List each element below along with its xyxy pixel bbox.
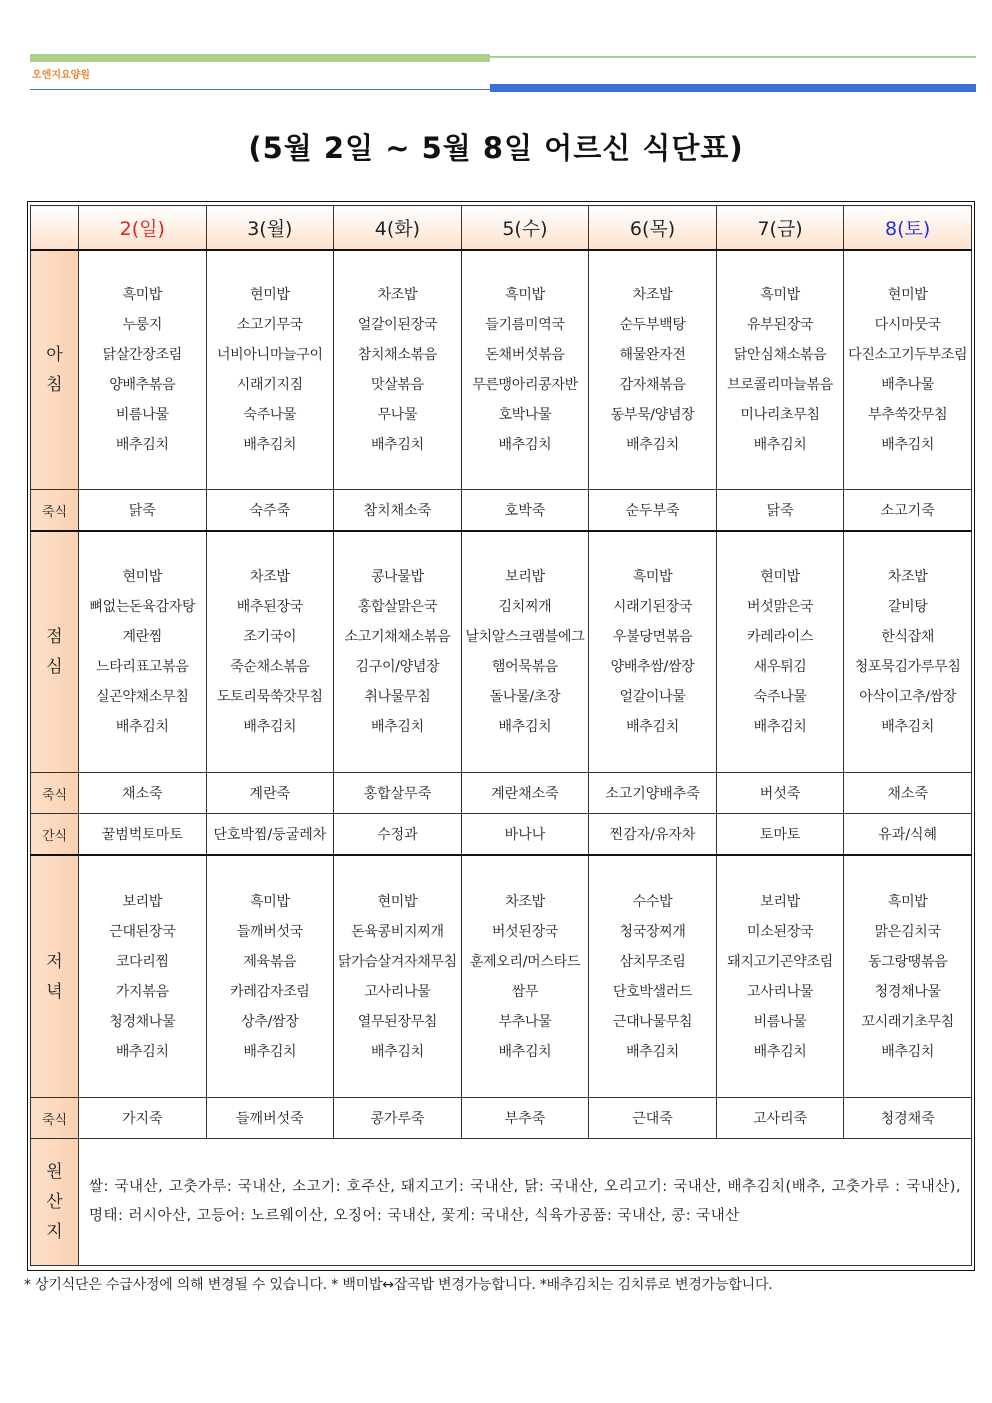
lunch-cell	[334, 531, 462, 773]
menu-item: 시래기지짐	[236, 377, 303, 393]
lunch-label-char: 점	[46, 627, 63, 647]
menu-item: 배추김치	[115, 1043, 169, 1060]
menu-item: 시래기된장국	[612, 599, 693, 615]
menu-item: 현미밥	[122, 569, 163, 585]
menu-item: 쌈무	[511, 983, 539, 1000]
dinner-cell	[334, 855, 462, 1098]
menu-item: 소고기채채소볶음	[344, 629, 451, 645]
menu-item: 닭가슴살겨자채무침	[337, 953, 457, 970]
menu-item: 양배추쌈/쌈장	[610, 659, 695, 675]
lunch_porridge-row	[31, 773, 972, 814]
menu-item: 얼갈이나물	[619, 689, 686, 705]
menu-item: 가지볶음	[115, 983, 169, 1000]
lunch_porridge-item: 계란죽	[206, 773, 334, 814]
breakfast-label-char: 아	[46, 345, 63, 365]
menu-item: 느타리표고볶음	[95, 659, 189, 675]
lunch-label-char: 심	[46, 657, 63, 677]
menu-item: 배추김치	[370, 719, 424, 735]
origin-row	[31, 1139, 972, 1266]
menu-item: 현미밥	[250, 287, 290, 303]
snack-item: 바나나	[461, 814, 589, 856]
menu-item: 얼갈이된장국	[357, 317, 438, 333]
menu-item: 배추김치	[243, 719, 297, 735]
menu-item: 배추김치	[626, 719, 679, 735]
porridge-label: 죽식	[31, 773, 79, 814]
breakfast-cell	[589, 250, 717, 490]
menu-item: 흑미밥	[250, 893, 290, 910]
menu-item: 맛살볶음	[370, 377, 424, 393]
menu-item: 근대나물무침	[612, 1013, 693, 1030]
menu-item: 배추김치	[753, 719, 807, 735]
breakfast_porridge-item: 닭죽	[716, 490, 844, 532]
header-green-line	[490, 56, 976, 58]
menu-item: 현미밥	[887, 287, 928, 303]
menu-item: 배추김치	[753, 1043, 807, 1060]
menu-item: 유부된장국	[747, 317, 814, 333]
footnote: * 상기식단은 수급사정에 의해 변경될 수 있습니다. * 백미밥↔잡곡밥 변경가능합니다. *배추김치는 김치류로 변경가능합니다.	[24, 1277, 773, 1293]
menu-item: 동부묵/양념장	[610, 407, 695, 423]
snack-item: 토마토	[716, 814, 844, 856]
menu-item: 보리밥	[122, 893, 163, 910]
menu-item: 제육볶음	[243, 953, 297, 970]
breakfast-cell	[844, 250, 972, 490]
menu-item: 배추김치	[753, 437, 807, 453]
menu-item: 참치채소볶음	[357, 347, 438, 363]
menu-item: 흑미밥	[760, 287, 800, 303]
menu-item: 보리밥	[760, 893, 800, 910]
menu-item: 고사리나물	[364, 983, 431, 1000]
breakfast-cell	[716, 250, 844, 490]
menu-item: 흑미밥	[505, 287, 545, 303]
lunch_porridge-item: 홍합살무죽	[334, 773, 462, 814]
menu-item: 돌나물/초장	[489, 689, 561, 705]
day-header: 4(화)	[334, 206, 462, 251]
snack-row	[31, 814, 972, 856]
menu-item: 미소된장국	[747, 923, 814, 940]
menu-item: 한식잡채	[881, 629, 935, 645]
lunch-cell	[844, 531, 972, 773]
menu-item: 현미밥	[760, 569, 800, 585]
dinner-cell	[716, 855, 844, 1098]
menu-item: 고사리나물	[747, 983, 814, 1000]
lunch-cell	[79, 531, 207, 773]
menu-item: 현미밥	[377, 893, 418, 910]
menu-item: 청경채나물	[109, 1013, 176, 1030]
menu-item: 숙주나물	[243, 407, 297, 423]
menu-item: 맑은김치국	[874, 923, 941, 940]
menu-item: 배추김치	[370, 1043, 424, 1060]
header-green-bar	[30, 54, 490, 62]
menu-item: 김구이/양념장	[355, 659, 440, 675]
menu-item: 비름나물	[753, 1013, 807, 1030]
dinner_porridge-item: 가지죽	[79, 1098, 207, 1139]
menu-item: 동그랑땡볶음	[868, 953, 948, 970]
menu-item: 청국장찌개	[619, 923, 686, 940]
dinner_porridge-item: 근대죽	[589, 1098, 717, 1139]
menu-item: 양배추볶음	[109, 377, 176, 393]
menu-item: 취나물무침	[364, 689, 431, 705]
menu-item: 배추김치	[881, 1043, 935, 1060]
lunch_porridge-item: 소고기양배추죽	[589, 773, 717, 814]
menu-item: 배추김치	[881, 719, 935, 735]
snack-item: 단호박찜/둥굴레차	[206, 814, 334, 856]
breakfast_porridge-item: 호박죽	[461, 490, 589, 532]
breakfast-label-char: 침	[46, 375, 63, 395]
menu-item: 배추김치	[243, 437, 297, 453]
breakfast_porridge-item: 소고기죽	[844, 490, 972, 532]
dinner-cell	[206, 855, 334, 1098]
menu-item: 카레라이스	[747, 629, 814, 645]
breakfast-cell	[334, 250, 462, 490]
lunch_porridge-item: 채소죽	[79, 773, 207, 814]
menu-item: 배추김치	[626, 437, 679, 453]
dinner_porridge-item: 청경채죽	[844, 1098, 972, 1139]
breakfast-cell	[206, 250, 334, 490]
snack-item: 꿀범벅토마토	[79, 814, 207, 856]
menu-item: 날치알스크램블에그	[465, 629, 585, 645]
breakfast-cell	[461, 250, 589, 490]
menu-item: 차조밥	[505, 893, 545, 910]
menu-item: 다시마뭇국	[874, 317, 941, 333]
menu-item: 차조밥	[377, 287, 418, 303]
dinner_porridge-row	[31, 1098, 972, 1139]
dinner-cell	[589, 855, 717, 1098]
menu-item: 수수밥	[632, 893, 673, 910]
menu-item: 부추쑥갓무침	[868, 407, 948, 423]
menu-item: 햄어묵볶음	[491, 659, 559, 675]
day-header: 7(금)	[716, 206, 844, 251]
lunch_porridge-item: 계란채소죽	[461, 773, 589, 814]
lunch-row	[31, 531, 972, 773]
day-header: 6(목)	[589, 206, 717, 251]
origin-label-char: 원	[46, 1162, 63, 1182]
menu-item: 차조밥	[887, 569, 928, 585]
snack-item: 유과/식혜	[844, 814, 972, 856]
dinner-label-char: 녁	[46, 981, 63, 1002]
lunch-cell	[206, 531, 334, 773]
snack-label: 간식	[31, 814, 79, 856]
breakfast-label	[31, 250, 79, 490]
menu-item: 갈비탕	[887, 599, 928, 615]
breakfast_porridge-item: 숙주죽	[206, 490, 334, 532]
menu-item: 브로콜리마늘볶음	[727, 377, 833, 393]
menu-item: 배추김치	[498, 1043, 552, 1060]
menu-item: 계란찜	[122, 629, 163, 645]
menu-item: 배추김치	[498, 719, 552, 735]
menu-item: 코다리찜	[115, 953, 169, 970]
menu-item: 콩나물밥	[370, 569, 424, 585]
menu-item: 버섯맑은국	[747, 599, 814, 615]
dinner_porridge-item: 고사리죽	[716, 1098, 844, 1139]
breakfast-cell	[79, 250, 207, 490]
menu-item: 배추김치	[881, 437, 935, 453]
dinner_porridge-item: 콩가루죽	[334, 1098, 462, 1139]
menu-item: 순두부백탕	[619, 317, 686, 333]
breakfast_porridge-row	[31, 490, 972, 532]
origin-text: 쌀: 국내산, 고춧가루: 국내산, 소고기: 호주산, 돼지고기: 국내산, 닭: 국내산, 오리고기: 국내산, 배추김치(배추, 고춧가루 : 국내산), 명태: 러시아산, 고등어: 노르웨이산, 오징어: 국내산, 꽃게: 국내산, 식육가공품: 국내산, 콩: 국내산	[79, 1139, 972, 1266]
menu-item: 미나리초무침	[740, 407, 820, 423]
menu-item: 배추김치	[370, 437, 424, 453]
menu-item: 감자채볶음	[619, 377, 686, 393]
menu-item: 우불당면볶음	[612, 629, 693, 645]
menu-item: 흑미밥	[887, 893, 928, 910]
day-header: 5(수)	[461, 206, 589, 251]
menu-item: 돈육콩비지찌개	[351, 923, 444, 940]
menu-item: 배추된장국	[236, 599, 303, 615]
menu-item: 배추김치	[115, 437, 169, 453]
lunch-cell	[716, 531, 844, 773]
menu-item: 비름나물	[115, 407, 169, 423]
menu-item: 청포묵김가루무침	[854, 659, 961, 675]
menu-item: 버섯된장국	[491, 923, 559, 940]
dinner-cell	[844, 855, 972, 1098]
day-header-row	[31, 206, 972, 251]
menu-item: 너비아니마늘구이	[216, 347, 323, 363]
lunch_porridge-item: 버섯죽	[716, 773, 844, 814]
menu-item: 김치찌개	[498, 599, 552, 615]
dinner-label-char: 저	[46, 951, 63, 972]
menu-item: 상추/쌈장	[241, 1013, 299, 1030]
menu-item: 훈제오리/머스타드	[469, 953, 581, 970]
dinner-cell	[79, 855, 207, 1098]
header-blue-bar	[490, 84, 976, 92]
menu-item: 들깨버섯국	[236, 923, 303, 940]
menu-item: 배추김치	[115, 719, 169, 735]
menu-item: 실곤약채소무침	[95, 689, 189, 705]
menu-item: 들기름미역국	[485, 317, 565, 333]
menu-item: 열무된장무침	[357, 1013, 438, 1030]
menu-item: 삼치무조림	[619, 953, 686, 970]
breakfast_porridge-item: 참치채소죽	[334, 490, 462, 532]
origin-label-char: 산	[46, 1192, 63, 1212]
lunch_porridge-item: 채소죽	[844, 773, 972, 814]
menu-item: 부추나물	[498, 1013, 552, 1030]
lunch-label	[31, 531, 79, 773]
menu-item: 해물완자전	[619, 347, 686, 363]
dinner-row	[31, 855, 972, 1098]
menu-item: 차조밥	[250, 569, 290, 585]
menu-item: 뼈없는돈육감자탕	[89, 599, 196, 615]
breakfast-row	[31, 250, 972, 490]
menu-item: 근대된장국	[109, 923, 176, 940]
menu-item: 차조밥	[632, 287, 673, 303]
menu-item: 호박나물	[498, 407, 552, 423]
menu-item: 새우튀김	[753, 659, 807, 675]
porridge-label: 죽식	[31, 490, 79, 532]
lunch-cell	[589, 531, 717, 773]
menu-item: 단호박샐러드	[612, 983, 693, 1000]
menu-item: 조기국이	[243, 629, 297, 645]
menu-item: 돈채버섯볶음	[485, 347, 565, 363]
menu-item: 꼬시래기초무침	[861, 1013, 954, 1030]
menu-item: 흑미밥	[122, 287, 163, 303]
menu-item: 배추김치	[243, 1043, 297, 1060]
snack-item: 수정과	[334, 814, 462, 856]
breakfast_porridge-item: 닭죽	[79, 490, 207, 532]
menu-item: 카레감자조림	[230, 983, 310, 1000]
origin-label	[31, 1139, 79, 1266]
day-header: 8(토)	[844, 206, 972, 251]
menu-item: 배추김치	[626, 1043, 679, 1060]
menu-item: 무른맹아리콩자반	[472, 377, 578, 393]
dinner-label	[31, 855, 79, 1098]
dinner_porridge-item: 들깨버섯죽	[206, 1098, 334, 1139]
breakfast_porridge-item: 순두부죽	[589, 490, 717, 532]
menu-item: 흑미밥	[632, 569, 673, 585]
menu-item: 홍합살맑은국	[357, 599, 438, 615]
dinner_porridge-item: 부추죽	[461, 1098, 589, 1139]
menu-item: 돼지고기곤약조림	[727, 953, 833, 970]
menu-item: 누룽지	[122, 317, 163, 333]
day-header: 3(월)	[206, 206, 334, 251]
page-title: (5월 2일 ~ 5월 8일 어르신 식단표)	[248, 131, 744, 165]
menu-item: 죽순채소볶음	[230, 659, 310, 675]
snack-item: 찐감자/유자차	[589, 814, 717, 856]
menu-item: 소고기무국	[236, 317, 303, 333]
corner-cell	[31, 206, 79, 251]
menu-item: 배추김치	[498, 437, 552, 453]
menu-item: 아삭이고추/쌈장	[859, 689, 957, 705]
menu-item: 도토리묵쑥갓무침	[216, 689, 323, 705]
lunch-cell	[461, 531, 589, 773]
dinner-cell	[461, 855, 589, 1098]
day-header: 2(일)	[79, 206, 207, 251]
header-blue-line	[30, 89, 490, 90]
menu-item: 보리밥	[505, 569, 545, 585]
menu-item: 다진소고기두부조림	[848, 347, 968, 363]
menu-table	[30, 205, 972, 1266]
organization-name: 오엔지요양원	[32, 70, 90, 81]
menu-item: 배추나물	[881, 377, 935, 393]
menu-item: 숙주나물	[753, 689, 807, 705]
menu-item: 닭살간장조림	[102, 347, 182, 363]
menu-item: 청경채나물	[874, 983, 941, 1000]
origin-label-char: 지	[46, 1222, 63, 1242]
porridge-label: 죽식	[31, 1098, 79, 1139]
menu-item: 닭안심채소볶음	[733, 347, 827, 363]
menu-item: 무나물	[377, 407, 418, 423]
